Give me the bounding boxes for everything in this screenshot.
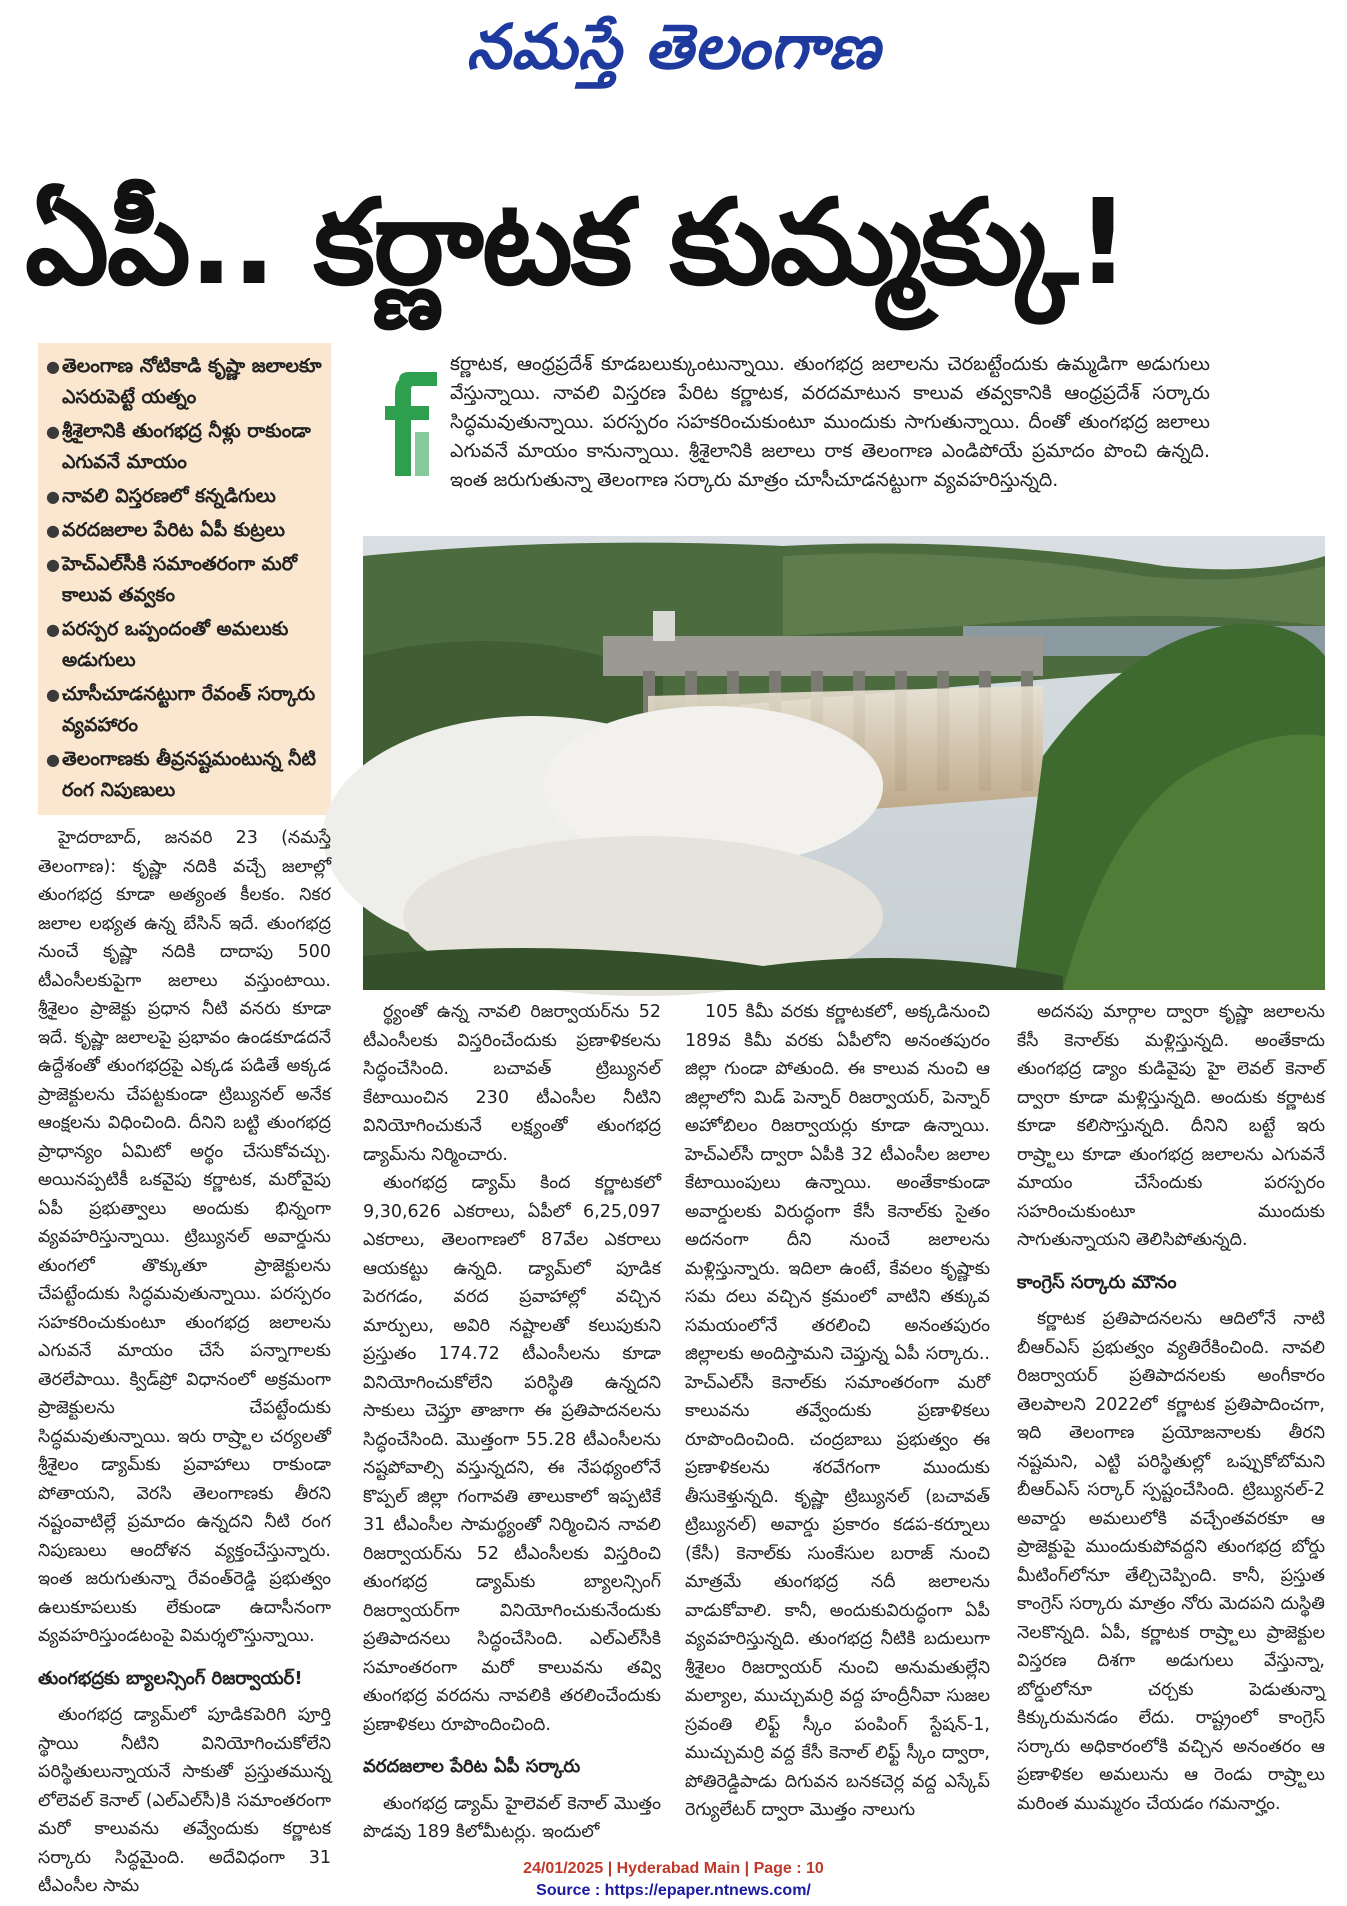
article-paragraph: తుంగభద్ర డ్యామ్ హైలెవల్ కెనాల్ మొత్తం పొడవు 189 కిలోమీటర్లు. ఇందులో	[363, 1793, 661, 1842]
bullet-icon: ●	[46, 357, 60, 376]
dam-photo	[363, 536, 1325, 990]
highlights-box	[38, 343, 331, 815]
highlight-item	[46, 679, 323, 741]
highlight-text: తెలంగాణకు తీవ్రనష్టమంటున్న నీటి రంగ నిపుణులు	[62, 748, 317, 801]
article-subheading: కాంగ్రెస్ సర్కారు మౌనం	[1017, 1271, 1177, 1293]
edition-info: 24/01/2025 | Hyderabad Main | Page : 10	[523, 1860, 824, 1877]
article-subheading: వరదజలాల పేరిట ఏపీ సర్కారు	[363, 1756, 581, 1777]
article-paragraph: హైదరాబాద్, జనవరి 23 (నమస్తే తెలంగాణ): కృష్ణా నదికి వచ్చే జలాల్లో తుంగభద్ర కూడా అత్యంత కీలకం. నికర జలాల లభ్యత ఉన్న బేసిన్ ఇదే. తుంగభద్ర నుంచే కృష్ణా నదికి దాదాపు 500 టీఎంసీలకుపైగా జలాలు వస్తుంటాయి. శ్రీశైలం ప్రాజెక్టు ప్రధాన నీటి వనరు కూడా ఇదే. కృష్ణా జలాలపై ప్రభావం ఉండకూడదనే ఉద్దేశంతో తుంగభద్రపై ఎక్కడ పడితే అక్కడ ప్రాజెక్టులను చేపట్టకుండా ట్రిబ్యునల్ అనేక ఆంక్షలను విధించింది. దీనిని బట్టి తుంగభద్ర ప్రాధాన్యం ఏమిటో అర్థం చేసుకోవచ్చు. అయినప్పటికీ ఒకవైపు కర్ణాటక, మరోవైపు ఏపీ ప్రభుత్వాలు అందుకు భిన్నంగా వ్యవహరిస్తున్నాయి. ట్రిబ్యునల్ అవార్డును తుంగలో తొక్కుతూ ప్రాజెక్టులను చేపట్టేందుకు సిద్ధమవుతున్నాయి. పరస్పరం సహకరించుకుంటూ తుంగభద్ర జలాలను ఎగువనే మాయం చేసే పన్నాగాలకు తెరలేపాయి. క్విడ్‌ప్రో విధానంలో అక్రమంగా ప్రాజెక్టులను చేపట్టేందుకు సిద్ధమవుతున్నాయి. ఇరు రాష్ర్టాల చర్యలతో శ్రీశైలం డ్యామ్‌కు ప్రవాహాలు రాకుండా పోతాయని, వెరసి తెలంగాణకు తీరని నష్టంవాటిల్లే ప్రమాదం ఉన్నదని నీటి రంగ నిపుణులు ఆందోళన వ్యక్తంచేస్తున్నారు. ఇంత జరుగుతున్నా రేవంత్‌రెడ్డి ప్రభుత్వం ఉలుకూపలుకు లేకుండా ఉదాసీనంగా వ్యవహరిస్తుండటంపై విమర్శలొస్తున్నాయి.	[38, 828, 331, 1646]
highlight-text: శ్రీశైలానికి తుంగభద్ర నీళ్లు రాకుండా ఎగువనే మాయం	[62, 420, 311, 473]
article-column-1	[38, 824, 331, 1896]
highlight-item	[46, 416, 323, 478]
highlight-text: వరదజలాల పేరిట ఏపీ కుట్రలు	[62, 519, 285, 541]
article-paragraph: అదనపు మార్గాల ద్వారా కృష్ణా జలాలను కేసీ కెనాల్‌కు మళ్లిస్తున్నది. అంతేకాదు తుంగభద్ర డ్యాం కుడివైపు హై లెవల్ కెనాల్ ద్వారా కూడా మళ్లిస్తున్నది. అందుకు కర్ణాటక కూడా కలిసొస్తున్నది. దీనిని బట్టే ఇరు రాష్ర్టాలు కూడా తుంగభద్ర జలాలను ఎగువనే మాయం చేసేందుకు పరస్పరం సహరించుకుంటూ ముందుకు సాగుతున్నాయని తెలిసిపోతున్నది.	[1017, 1002, 1325, 1250]
article-paragraph: 105 కిమీ వరకు కర్ణాటకలో, అక్కడినుంచి 189వ కిమీ వరకు ఏపీలోని అనంతపురం జిల్లా గుండా పోతుంది. ఈ కాలువ నుంచి ఆ జిల్లాలోని మిడ్ పెన్నార్ రిజర్వాయర్, పెన్నార్ అహోబిలం రిజర్వాయర్లు కూడా ఉన్నాయి. హెచ్‌ఎల్‌సీ ద్వారా ఏపీకి 32 టీఎంసీల జలాల కేటాయింపులు ఉన్నాయి. అంతేకాకుండా అవార్డులకు విరుద్ధంగా కేసీ కెనాల్‌కు సైతం అదనంగా దీని నుంచే జలాలను మళ్లిస్తున్నారు. ఇదిలా ఉంటే, కేవలం కృష్ణాకు సమ దలు వచ్చిన క్రమంలో వాటిని తక్కువ సమయంలోనే తరలించి అనంతపురం జిల్లాలకు అందిస్తామని చెప్తున్న ఏపీ సర్కారు.. హెచ్‌ఎల్‌సీ కెనాల్‌కు సమాంతరంగా మరో కాలువను తవ్వేందుకు ప్రణాళికలు రూపొందించింది. చంద్రబాబు ప్రభుత్వం ఈ ప్రణాళికలను శరవేగంగా ముందుకు తీసుకెళ్తున్నది. కృష్ణా ట్రిబ్యునల్ (బచావత్ ట్రిబ్యునల్) అవార్డు ప్రకారం కడప-కర్నూలు (కేసీ) కెనాల్‌కు సుంకేసుల బరాజ్ నుంచి మాత్రమే తుంగభద్ర నదీ జలాలను వాడుకోవాలి. కానీ, అందుకువిరుద్ధంగా ఏపీ వ్యవహరిస్తున్నది. తుంగభద్ర నీటికి బదులుగా శ్రీశైలం రిజర్వాయర్ నుంచి అనుమతుల్లేని మల్యాల, ముచ్చుమర్రి వద్ద హంద్రీనీవా సుజల స్రవంతి లిఫ్ట్ స్కీం పంపింగ్ స్టేషన్-1, ముచ్చుమర్రి వద్ద కేసీ కెనాల్ లిఫ్ట్ స్కీం ద్వారా, పోతిరెడ్డిపాడు దిగువన బనకచెర్ల వద్ద ఎస్కేప్ రెగ్యులేటర్ ద్వారా మొత్తం నాలుగు	[685, 1002, 990, 1820]
highlight-item	[46, 614, 323, 676]
highlight-text: తెలంగాణ నోటికాడి కృష్ణా జలాలకూ ఎసరుపెట్టే యత్నం	[62, 355, 322, 408]
highlight-text: పరస్పర ఒప్పందంతో అమలుకు అడుగులు	[62, 618, 289, 671]
article-column-4	[1017, 998, 1325, 1814]
article-paragraph: కర్ణాటక ప్రతిపాదనలను ఆదిలోనే నాటి బీఆర్‌ఎస్ ప్రభుత్వం వ్యతిరేకించింది. నావలి రిజర్వాయర్ ప్రతిపాదనలకు అంగీకారం తెలపాలని 2022లో కర్ణాటక ప్రతిపాదించగా, ఇది తెలంగాణ ప్రయోజనాలకు తీరని నష్టమని, ఎట్టి పరిస్థితుల్లో ఒప్పుకోబోమని బీఆర్‌ఎస్ సర్కార్ స్పష్టంచేసింది. ట్రిబ్యునల్-2 అవార్డు అమలులోకి వచ్చేంతవరకూ ఆ ప్రాజెక్టుపై ముందుకుపోవద్దని తుంగభద్ర బోర్డు మీటింగ్‌లోనూ తేల్చిచెప్పింది. కానీ, ప్రస్తుత కాంగ్రెస్ సర్కారు మాత్రం నోరు మెదపని దుస్థితి నెలకొన్నది. ఏపీ, కర్ణాటక రాష్ర్టాలు ప్రాజెక్టుల విస్తరణ దిశగా అడుగులు వేస్తున్నా, బోర్డులోనూ చర్చకు పెడుతున్నా కిక్కురుమనడం లేదు. రాష్ట్రంలో కాంగ్రెస్ సర్కారు అధికారంలోకి వచ్చిన అనంతరం ఆ ప్రణాళికల అమలును ఆ రెండు రాష్ర్టాలు మరింత ముమ్మరం చేయడం గమనార్హం.	[1017, 1309, 1325, 1814]
headline: ఏపీ.. కర్ణాటక కుమ్మక్కు!	[25, 173, 1128, 311]
article-subheading: తుంగభద్రకు బ్యాలన్సింగ్ రిజర్వాయర్!	[38, 1667, 303, 1689]
bullet-icon: ●	[46, 422, 60, 441]
highlight-text: చూసీచూడనట్టుగా రేవంత్ సర్కారు వ్యవహారం	[62, 683, 316, 736]
highlight-item	[46, 549, 323, 611]
article-paragraph: ర్థ్యంతో ఉన్న నావలి రిజర్వాయర్‌ను 52 టీఎంసీలకు విస్తరించేందుకు ప్రణాళికలను సిద్ధంచేసింది. బచావత్ ట్రిబ్యునల్ కేటాయించిన 230 టీఎంసీల నీటిని వినియోగించుకునే లక్ష్యంతో తుంగభద్ర డ్యామ్‌ను నిర్మించారు.	[363, 1002, 661, 1165]
bullet-icon: ●	[46, 620, 60, 639]
article-paragraph: తుంగభద్ర డ్యామ్‌లో పూడికపెరిగి పూర్తి స్థాయి నీటిని వినియోగించుకోలేని పరిస్థితులున్నాయనే సాకుతో ప్రస్తుతమున్న లోలెవల్ కెనాల్ (ఎల్‌ఎల్‌సీ)కి సమాంతరంగా మరో కాలువను తవ్వేందుకు కర్ణాటక సర్కారు సిద్ధమైంది. అదేవిధంగా 31 టీఎంసీల సామ	[38, 1705, 331, 1896]
bullet-icon: ●	[46, 685, 60, 704]
intro-text: కర్ణాటక, ఆంధ్రప్రదేశ్ కూడబలుక్కుంటున్నాయి. తుంగభద్ర జలాలను చెరబట్టేందుకు ఉమ్మడిగా అడుగులు వేస్తున్నాయి. నావలి విస్తరణ పేరిట కర్ణాటక, వరదమాటున కాలువ తవ్వకానికి ఆంధ్రప్రదేశ్ సర్కారు సిద్ధమవుతున్నాయి. పరస్పరం సహకరించుకుంటూ ముందుకు సాగుతున్నాయి. దీంతో తుంగభద్ర జలాలు ఎగువనే మాయం కానున్నాయి. శ్రీశైలానికి జలాలు రాక తెలంగాణ ఎండిపోయే ప్రమాదం పొంచి ఉన్నది. ఇంత జరుగుతున్నా తెలంగాణ సర్కారు మాత్రం చూసీచూడనట్టుగా వ్యవహరిస్తున్నది.	[450, 353, 1210, 491]
masthead	[0, 0, 1347, 100]
highlight-item	[46, 744, 323, 806]
bullet-icon: ●	[46, 487, 60, 506]
article-column-3	[685, 998, 990, 1820]
article-column-2	[363, 998, 661, 1842]
intro-block	[385, 350, 1210, 525]
source-link[interactable]: Source : https://epaper.ntnews.com/	[536, 1882, 811, 1899]
highlight-text: హెచ్‌ఎల్‌సీకి సమాంతరంగా మరో కాలువ తవ్వకం	[62, 553, 298, 606]
highlight-item	[46, 481, 323, 512]
publication-f-icon	[385, 372, 437, 476]
bullet-icon: ●	[46, 750, 60, 769]
page-footer	[0, 1858, 1347, 1902]
highlight-text: నావలి విస్తరణలో కన్నడిగులు	[62, 485, 276, 507]
newspaper-logo-title: నమస్తే తెలంగాణ	[466, 10, 881, 83]
highlight-item	[46, 351, 323, 413]
article-paragraph: తుంగభద్ర డ్యామ్ కింద కర్ణాటకలో 9,30,626 ఎకరాలు, ఏపీలో 6,25,097 ఎకరాలు, తెలంగాణలో 87వేల ఎకరాలు ఆయకట్టు ఉన్నది. డ్యామ్‌లో పూడిక పెరగడం, వరద ప్రవాహాల్లో వచ్చిన మార్పులు, అవిరి నష్టాలతో కలుపుకుని ప్రస్తుతం 174.72 టీఎంసీలను కూడా వినియోగించుకోలేని పరిస్థితి ఉన్నదని సాకులు చెప్తూ తాజాగా ఈ ప్రతిపాదనలను సిద్ధంచేసింది. మొత్తంగా 55.28 టీఎంసీలను నష్టపోవాల్సి వస్తున్నదని, ఈ నేపథ్యంలోనే కొప్పల్ జిల్లా గంగావతి తాలుకాలో ఇప్పటికే 31 టీఎంసీల సామర్థ్యంతో నిర్మించిన నావలి రిజర్వాయర్‌ను 52 టీఎంసీలకు విస్తరించి తుంగభద్ర డ్యామ్‌కు బ్యాలన్సింగ్ రిజర్వాయర్‌గా వినియోగించుకునేందుకు ప్రతిపాదనలు సిద్ధంచేసింది. ఎల్‌ఎల్‌సీకి సమాంతరంగా మరో కాలువను తవ్వి తుంగభద్ర వరదను నావలికి తరలించేందుకు ప్రణాళికలు రూపొందించింది.	[363, 1173, 661, 1735]
bullet-icon: ●	[46, 555, 60, 574]
bullet-icon: ●	[46, 521, 60, 540]
highlight-item	[46, 515, 323, 546]
